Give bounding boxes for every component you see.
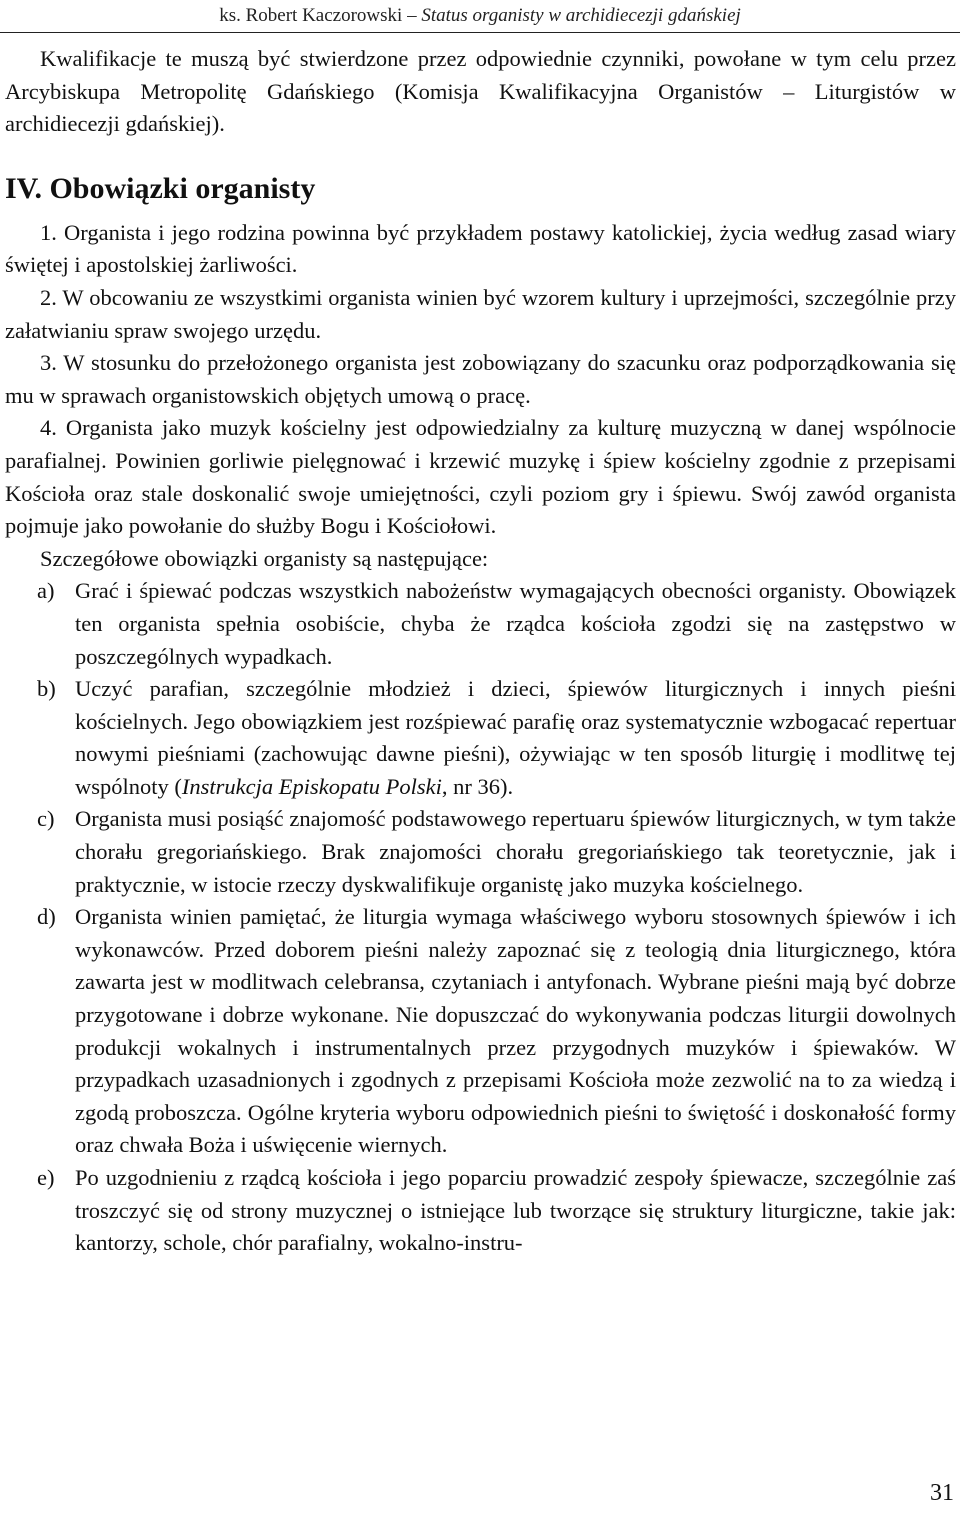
running-head-title: Status organisty w archidiecezji gdańskiej — [421, 5, 741, 26]
list-item-text-lead: Uczyć parafian, szczególnie młodzież i dzieci, śpiewów liturgicznych i innych pieśni kościelnych. Jego obowiązkiem jest rozśpiewać parafię oraz systematycznie wzbogacać repertuar nowymi pieśniami (zachowując dawne pieśni), ożywiając w ten sposób liturgię i modlitwę tej wspólnoty ( — [75, 676, 956, 799]
list-item-c — [5, 803, 956, 901]
list-marker: b) — [37, 676, 56, 702]
duty-paragraph-1: 1. Organista i jego rodzina powinna być przykładem postawy katolickiej, życia według zasad wiary świętej i apostolskiej żarliwości. — [5, 219, 956, 278]
list-marker: e) — [37, 1165, 55, 1190]
list-marker: c) — [37, 806, 55, 832]
running-head-author: ks. Robert Kaczorowski – — [219, 5, 417, 26]
header-rule — [0, 32, 960, 33]
list-item-text-tail: , nr 36). — [441, 773, 514, 799]
section-heading: IV. Obowiązki organisty — [5, 171, 316, 205]
duties-list — [5, 575, 956, 1259]
page-number: 31 — [930, 1480, 954, 1506]
document-citation: Instrukcja Episkopatu Polski — [181, 773, 442, 799]
list-item-text: Po uzgodnieniu z rządcą kościoła i jego poparciu prowadzić zespoły śpiewacze, szczególnie zaś troszczyć się od strony muzycznej o istniejące lub tworzące się struktury liturgiczne, takie jak: kantorzy, schole, chór parafialny, wokalno-instru- — [75, 1165, 956, 1256]
list-item-b — [5, 673, 956, 803]
intro-paragraph: Kwalifikacje te muszą być stwierdzone przez odpowiednie czynniki, powołane w tym celu przez Arcybiskupa Metropolitę Gdańskiego (Komisja Kwalifikacyjna Organistów – Liturgistów w archidiecezji gdańskiej). — [5, 46, 956, 137]
list-item-text: Organista winien pamiętać, że liturgia wymaga właściwego wyboru stosownych śpiewów i ich wykonawców. Przed doborem pieśni należy zapoznać się z teologią dnia liturgicznego, która zawarta jest w modlitwach celebransa, czytaniach i antyfonach. Wybrane pieśni mają być dobrze przygotowane i dobrze wykonane. Nie dopuszczać do wykonywania podczas liturgii dowolnych produkcji wokalnych i instrumentalnych przez przygodnych muzyków i śpiewaków. W przypadkach uzasadnionych i zgodnych z przepisami Kościoła może zezwolić na to za wiedzą i zgodą proboszcza. Ogólne kryteria wyboru odpowiednich pieśni to świętość i doskonałość formy oraz chwała Boża i uświęcenie wiernych. — [75, 904, 956, 1158]
list-item-d — [5, 901, 956, 1162]
duty-paragraph-4: 4. Organista jako muzyk kościelny jest odpowiedzialny za kulturę muzyczną w danej wspólnocie parafialnej. Powinien gorliwie pielęgnować i krzewić muzykę i śpiew kościelny zgodnie z przepisami Kościoła oraz stale doskonalić swoje umiejętności, czyli poziom gry i śpiewu. Swój zawód organista pojmuje jako powołanie do służby Bogu i Kościołowi. — [5, 415, 956, 539]
list-intro: Szczegółowe obowiązki organisty są następujące: — [40, 545, 489, 571]
list-item-text — [75, 676, 956, 799]
duty-paragraph-2: 2. W obcowaniu ze wszystkimi organista winien być wzorem kultury i uprzejmości, szczególnie przy załatwianiu spraw swojego urzędu. — [5, 284, 956, 343]
list-item-text: Organista musi posiąść znajomość podstawowego repertuaru śpiewów liturgicznych, w tym także chorału gregoriańskiego. Brak znajomości chorału gregoriańskiego tak teoretycznie, jak i praktycznie, w istocie rzeczy dyskwalifikuje organistę jako muzyka kościelnego. — [75, 806, 956, 897]
list-item-e — [5, 1162, 956, 1260]
page-body — [5, 43, 956, 1260]
list-item-text: Grać i śpiewać podczas wszystkich nabożeństw wymagających obecności organisty. Obowiązek ten organista spełnia osobiście, chyba że rządca kościoła zgodzi się na zastępstwo w poszczególnych wypadkach. — [75, 578, 956, 669]
list-item-a — [5, 575, 956, 673]
list-marker: d) — [37, 904, 56, 930]
duty-paragraph-3: 3. W stosunku do przełożonego organista jest zobowiązany do szacunku oraz podporządkowania się mu w sprawach organistowskich objętych umową o pracę. — [5, 350, 956, 408]
running-head — [0, 4, 960, 28]
list-marker: a) — [37, 578, 55, 604]
